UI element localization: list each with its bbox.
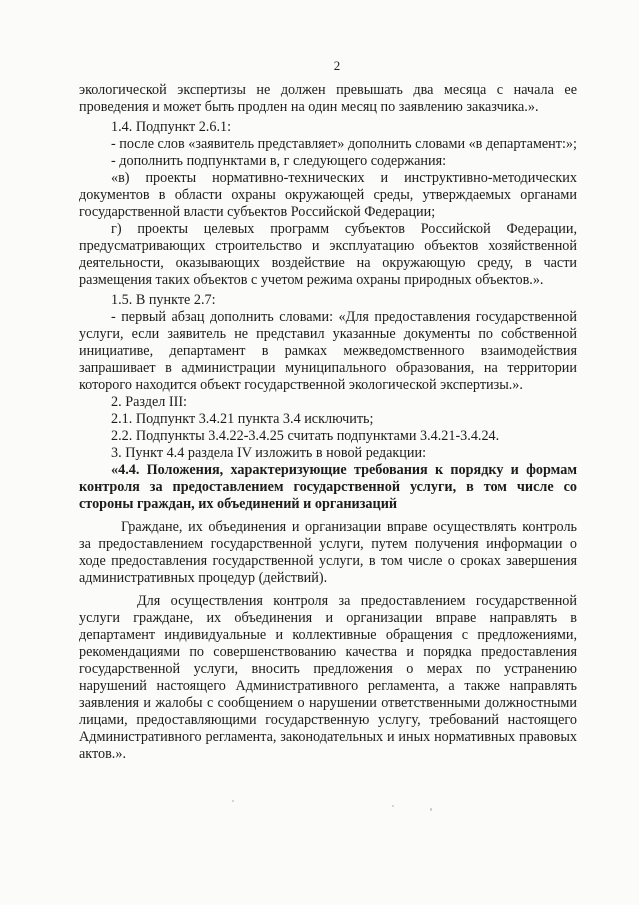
paragraph-add-subitems: - дополнить подпунктами в, г следующего содержания:: [111, 153, 447, 169]
paragraph-2-2: 2.2. Подпункты 3.4.22-3.4.25 считать подпунктами 3.4.21-3.4.24.: [111, 428, 500, 444]
paragraph-expertise-term: экологической экспертизы не должен превышать два месяца с начала ее проведения и может быть продлен на один месяц по заявлению заказчика.».: [79, 82, 577, 115]
scan-speck: [232, 800, 234, 802]
heading-4-4: «4.4. Положения, характеризующие требования к порядку и формам контроля за предоставлением государственной услуги, в том числе со стороны граждан, их объединений и организаций: [79, 462, 577, 512]
paragraph-1-4: 1.4. Подпункт 2.6.1:: [111, 119, 232, 135]
paragraph-2-1: 2.1. Подпункт 3.4.21 пункта 3.4 исключить;: [111, 411, 374, 427]
paragraph-first-abzac: - первый абзац дополнить словами: «Для предоставления государственной услуги, если заявитель не представил указанные документы по собственной инициативе, департамент в рамках межведомственного взаимодействия запрашивает в администрации муниципального образования, на территории которого находится объект государственной экологической экспертизы.».: [79, 309, 577, 393]
paragraph-citizens-control: Граждане, их объединения и организации вправе осуществлять контроль за предоставлением государственной услуги, путем получения информации о ходе предоставления государственной услуги, в том числе о сроках завершения административных процедур (действий).: [79, 519, 577, 586]
paragraph-subitem-g: г) проекты целевых программ субъектов Российской Федерации, предусматривающих строительство и эксплуатацию объектов хозяйственной деятельности, оказывающих воздействие на окружающую среду, в части размещения таких объектов с учетом режима охраны природных объектов.».: [79, 221, 577, 288]
scan-speck: [430, 808, 432, 811]
paragraph-control-rights: Для осуществления контроля за предоставлением государственной услуги граждане, их объединения и организации вправе направлять в департамент индивидуальные и коллективные обращения с предложениями, рекомендациями по совершенствованию качества и порядка предоставления государственной услуги, вносить предложения о мерах по устранению нарушений настоящего Административного регламента, а также направлять заявления и жалобы с сообщением о нарушении ответственными должностными лицами, предоставляющими государственную услугу, требований настоящего Административного регламента, законодательных и иных нормативных правовых актов.».: [79, 593, 577, 762]
paragraph-1-5: 1.5. В пункте 2.7:: [111, 292, 216, 308]
paragraph-section-3: 2. Раздел III:: [111, 394, 187, 410]
paragraph-after-words: - после слов «заявитель представляет» дополнить словами «в департамент:»;: [111, 136, 577, 152]
scan-speck: [392, 805, 394, 807]
paragraph-subitem-v: «в) проекты нормативно-технических и инструктивно-методических документов в области охраны окружающей среды, утверждаемых органами государственной власти субъектов Российской Федерации;: [79, 170, 577, 220]
paragraph-3: 3. Пункт 4.4 раздела IV изложить в новой редакции:: [111, 445, 427, 461]
page-number: 2: [333, 58, 341, 73]
scan-speck: [226, 105, 229, 110]
